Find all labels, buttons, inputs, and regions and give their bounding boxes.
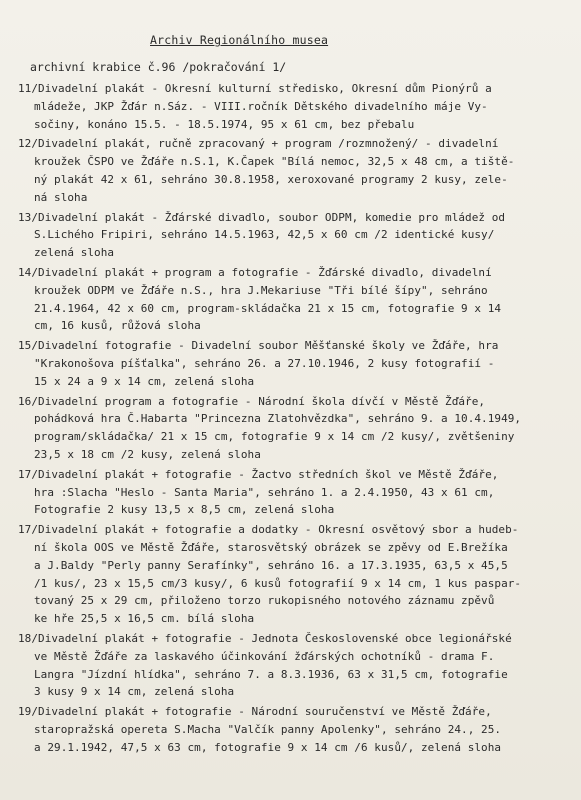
entry-line: 19/Divadelní plakát + fotografie - Národní souručenství ve Městě Žďáře, [18, 705, 492, 719]
entry-line: ní škola OOS ve Městě Žďáře, starosvětský obrázek se zpěvy od E.Brežíka [34, 540, 508, 554]
entry-line: 12/Divadelní plakát, ručně zpracovaný + program /rozmnožený/ - divadelní [18, 137, 499, 151]
entry-line: /1 kus/, 23 x 15,5 cm/3 kusy/, 6 kusů fotografií 9 x 14 cm, 1 kus paspar- [34, 576, 522, 590]
entry-line: pohádková hra Č.Habarta "Princezna Zlatohvězdka", sehráno 9. a 10.4.1949, [34, 412, 522, 426]
entry-line: tovaný 25 x 29 cm, přiloženo torzo rukopisného notového záznamu zpěvů [34, 594, 495, 608]
entry-line: 16/Divadelní program a fotografie - Národní škola dívčí v Městě Žďáře, [18, 394, 486, 408]
entry-line: Fotografie 2 kusy 13,5 x 8,5 cm, zelená sloha [34, 503, 335, 517]
entry-line: staropražská opereta S.Macha "Valčík panny Apolenky", sehráno 24., 25. [34, 722, 502, 736]
catalog-entry [18, 264, 574, 335]
entry-line: 15 x 24 a 9 x 14 cm, zelená sloha [34, 374, 255, 388]
catalog-entry [18, 393, 574, 464]
entry-line: 23,5 x 18 cm /2 kusy, zelená sloha [34, 447, 261, 461]
entry-line: 17/Divadelní plakát + fotografie - Žactvo středních škol ve Městě Žďáře, [18, 467, 499, 481]
entry-line: S.Lichého Fripiri, sehráno 14.5.1963, 42,5 x 60 cm /2 identické kusy/ [34, 228, 495, 242]
entry-line: "Krakonošova píšťalka", sehráno 26. a 27.10.1946, 2 kusy fotografií - [34, 356, 495, 370]
entry-line: ný plakát 42 x 61, sehráno 30.8.1958, xeroxované programy 2 kusy, zele- [34, 172, 508, 186]
catalog-entry [18, 521, 574, 628]
entry-line: Langra "Jízdní hlídka", sehráno 7. a 8.3.1936, 63 x 31,5 cm, fotografie [34, 667, 508, 681]
catalog-entry [18, 337, 574, 390]
entry-list [18, 80, 574, 756]
entry-line: ve Městě Žďáře za laskavého účinkování žďárských ochotníků - drama F. [34, 649, 495, 663]
entry-line: kroužek ODPM ve Žďáře n.S., hra J.Mekariuse "Tři bílé šípy", sehráno [34, 283, 488, 297]
entry-line: 17/Divadelní plakát + fotografie a dodatky - Okresní osvětový sbor a hudeb- [18, 523, 519, 537]
entry-line: 21.4.1964, 42 x 60 cm, program-skládačka 21 x 15 cm, fotografie 9 x 14 [34, 301, 502, 315]
page-title: Archiv Regionálního musea [150, 33, 329, 47]
catalog-entry [18, 703, 574, 756]
entry-line: 18/Divadelní plakát + fotografie - Jednota Československé obce legionářské [18, 631, 512, 645]
entry-line: a 29.1.1942, 47,5 x 63 cm, fotografie 9 x 14 cm /6 kusů/, zelená sloha [34, 740, 502, 754]
entry-line: 13/Divadelní plakát - Žďárské divadlo, soubor ODPM, komedie pro mládež od [18, 210, 506, 224]
entry-line: 15/Divadelní fotografie - Divadelní soubor Měšťanské školy ve Žďáře, hra [18, 339, 499, 353]
entry-line: 11/Divadelní plakát - Okresní kulturní středisko, Okresní dům Pionýrů a [18, 82, 492, 95]
entry-line: a J.Baldy "Perly panny Serafínky", sehráno 16. a 17.3.1935, 63,5 x 45,5 [34, 558, 508, 572]
entry-line: sočiny, konáno 15.5. - 18.5.1974, 95 x 61 cm, bez přebalu [34, 117, 415, 131]
entry-line: kroužek ČSPO ve Žďáře n.S.1, K.Čapek "Bílá nemoc, 32,5 x 48 cm, a tiště- [34, 155, 515, 169]
catalog-entry [18, 135, 574, 206]
entry-line: ná sloha [34, 190, 88, 204]
catalog-entry [18, 466, 574, 519]
entry-line: 14/Divadelní plakát + program a fotografie - Žďárské divadlo, divadelní [18, 265, 492, 279]
entry-line: mládeže, JKP Žďár n.Sáz. - VIII.ročník Dětského divadelního máje Vy- [34, 99, 488, 113]
entry-line: 3 kusy 9 x 14 cm, zelená sloha [34, 685, 235, 699]
catalog-entry [18, 80, 574, 133]
entry-line: zelená sloha [34, 246, 115, 260]
entry-line: cm, 16 kusů, růžová sloha [34, 319, 201, 333]
box-subtitle: archivní krabice č.96 /pokračování 1/ [30, 60, 287, 74]
catalog-entry [18, 630, 574, 701]
entry-line: ke hře 25,5 x 16,5 cm. bílá sloha [34, 612, 255, 626]
entry-line: program/skládačka/ 21 x 15 cm, fotografie 9 x 14 cm /2 kusy/, zvětšeniny [34, 430, 515, 444]
catalog-entry [18, 209, 574, 262]
entry-line: hra :Slacha "Heslo - Santa Maria", sehráno 1. a 2.4.1950, 43 x 61 cm, [34, 485, 495, 499]
